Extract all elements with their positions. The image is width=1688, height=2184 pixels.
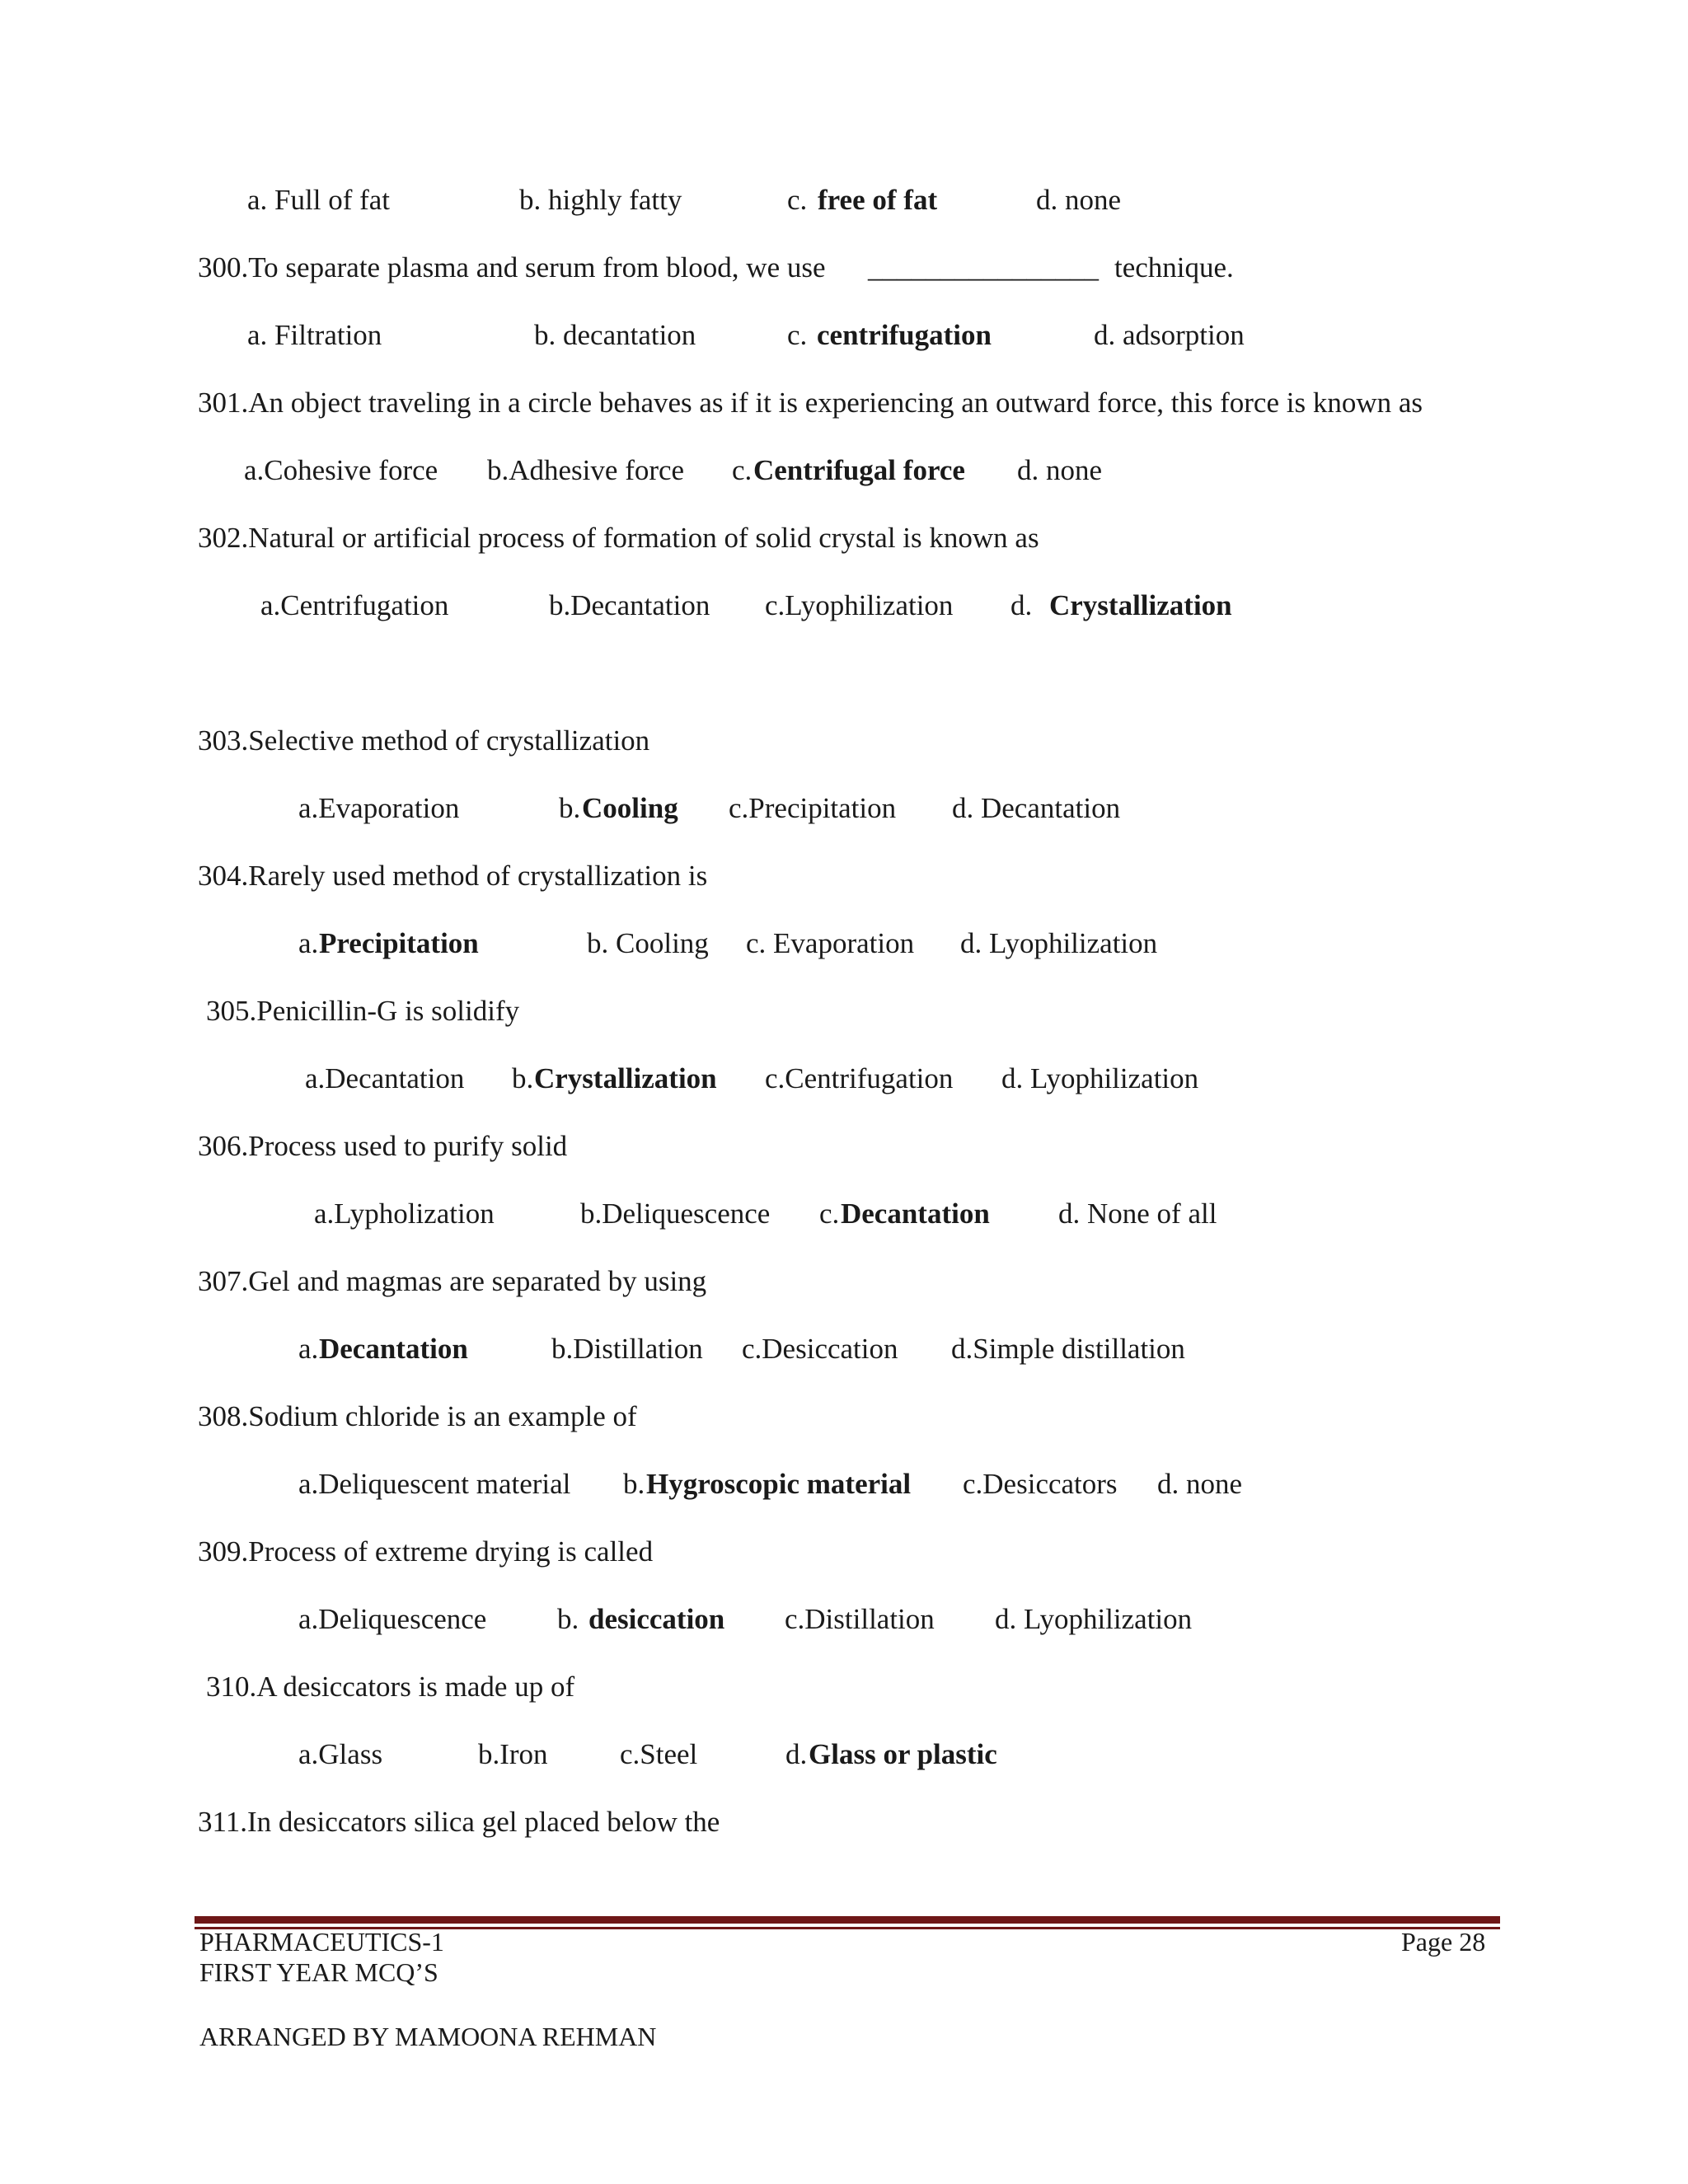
correct-answer: Crystallization	[534, 1062, 717, 1094]
option-text: d. Lyophilization	[1001, 1062, 1199, 1094]
option-text: d. Lyophilization	[960, 927, 1158, 959]
option-text: a.Centrifugation	[260, 589, 449, 621]
option-text: b.Adhesive force	[487, 454, 685, 486]
option-text: a.Deliquescence	[298, 1603, 487, 1635]
correct-answer: centrifugation	[817, 319, 992, 351]
correct-answer: free of fat	[818, 184, 938, 216]
option-text: b. Cooling	[587, 927, 709, 959]
footer-rule-thick	[195, 1916, 1500, 1924]
option-text: a.	[298, 1333, 319, 1365]
correct-answer: Crystallization	[1049, 589, 1232, 621]
page-number: Page 28	[1401, 1927, 1486, 1957]
option-text: d. None of all	[1058, 1197, 1217, 1230]
option-text: d.	[785, 1738, 808, 1770]
option-text: b. highly fatty	[519, 184, 682, 216]
option-text: d.Simple distillation	[951, 1333, 1185, 1365]
question-text: 300.To separate plasma and serum from blood, we use	[198, 251, 826, 284]
option-text: b.	[559, 792, 581, 824]
question-text: 307.Gel and magmas are separated by using	[198, 1265, 707, 1297]
option-text: a. Filtration	[247, 319, 382, 351]
question-text: 301.An object traveling in a circle behaves as if it is experiencing an outward force, this force is known as	[198, 387, 1423, 419]
option-text: d. adsorption	[1094, 319, 1245, 351]
footer-course: FIRST YEAR MCQ’S	[199, 1957, 438, 1987]
option-text: b.	[557, 1603, 579, 1635]
option-text: c.Centrifugation	[765, 1062, 954, 1094]
option-text: d. Decantation	[952, 792, 1121, 824]
correct-answer: Precipitation	[319, 927, 479, 959]
option-text: a.Decantation	[305, 1062, 465, 1094]
option-text: c.Desiccators	[963, 1468, 1118, 1500]
option-text: c.Lyophilization	[765, 589, 954, 621]
option-text: d. Lyophilization	[995, 1603, 1193, 1635]
option-text: a.Glass	[298, 1738, 383, 1770]
option-text: c.Desiccation	[742, 1333, 898, 1365]
footer-author: ARRANGED BY MAMOONA REHMAN	[199, 2022, 657, 2051]
option-text: a.Evaporation	[298, 792, 460, 824]
question-text: 309.Process of extreme drying is called	[198, 1535, 654, 1568]
correct-answer: Glass or plastic	[809, 1738, 997, 1770]
option-text: d. none	[1036, 184, 1122, 216]
option-text: c.	[732, 454, 753, 486]
question-text: 311.In desiccators silica gel placed below the	[198, 1806, 720, 1838]
correct-answer: Decantation	[319, 1333, 468, 1365]
question-text: ________________	[868, 251, 1099, 284]
question-text: 310.A desiccators is made up of	[206, 1671, 575, 1703]
option-text: b.Decantation	[549, 589, 710, 621]
option-text: d.	[1010, 589, 1033, 621]
option-text: b. decantation	[534, 319, 696, 351]
question-text: 308.Sodium chloride is an example of	[198, 1400, 637, 1432]
correct-answer: Hygroscopic material	[646, 1468, 912, 1500]
option-text: a.Deliquescent material	[298, 1468, 571, 1500]
option-text: c.Steel	[620, 1738, 698, 1770]
option-text: c.	[819, 1197, 840, 1230]
option-text: b.Iron	[478, 1738, 548, 1770]
option-text: d. none	[1017, 454, 1103, 486]
question-text: 303.Selective method of crystallization	[198, 724, 650, 757]
option-text: c. Evaporation	[746, 927, 915, 959]
option-text: b.Deliquescence	[580, 1197, 771, 1230]
option-text: c.	[787, 319, 808, 351]
option-text: c.Precipitation	[729, 792, 897, 824]
option-text: b.Distillation	[551, 1333, 703, 1365]
option-text: a.	[298, 927, 319, 959]
question-text: 305.Penicillin-G is solidify	[206, 995, 520, 1027]
correct-answer: Decantation	[841, 1197, 990, 1230]
question-text: 302.Natural or artificial process of formation of solid crystal is known as	[198, 522, 1039, 554]
correct-answer: Cooling	[582, 792, 678, 824]
question-text: 306.Process used to purify solid	[198, 1130, 568, 1162]
question-text: 304.Rarely used method of crystallization is	[198, 860, 708, 892]
option-text: b.	[512, 1062, 534, 1094]
correct-answer: desiccation	[588, 1603, 725, 1635]
option-text: c.	[787, 184, 808, 216]
option-text: d. none	[1157, 1468, 1243, 1500]
option-text: a.Lypholization	[314, 1197, 495, 1230]
correct-answer: Centrifugal force	[753, 454, 965, 486]
option-text: a. Full of fat	[247, 184, 391, 216]
option-text: c.Distillation	[785, 1603, 935, 1635]
option-text: a.Cohesive force	[244, 454, 438, 486]
question-text: technique.	[1114, 251, 1234, 284]
footer-subject: PHARMACEUTICS-1	[199, 1927, 444, 1957]
option-text: b.	[623, 1468, 645, 1500]
